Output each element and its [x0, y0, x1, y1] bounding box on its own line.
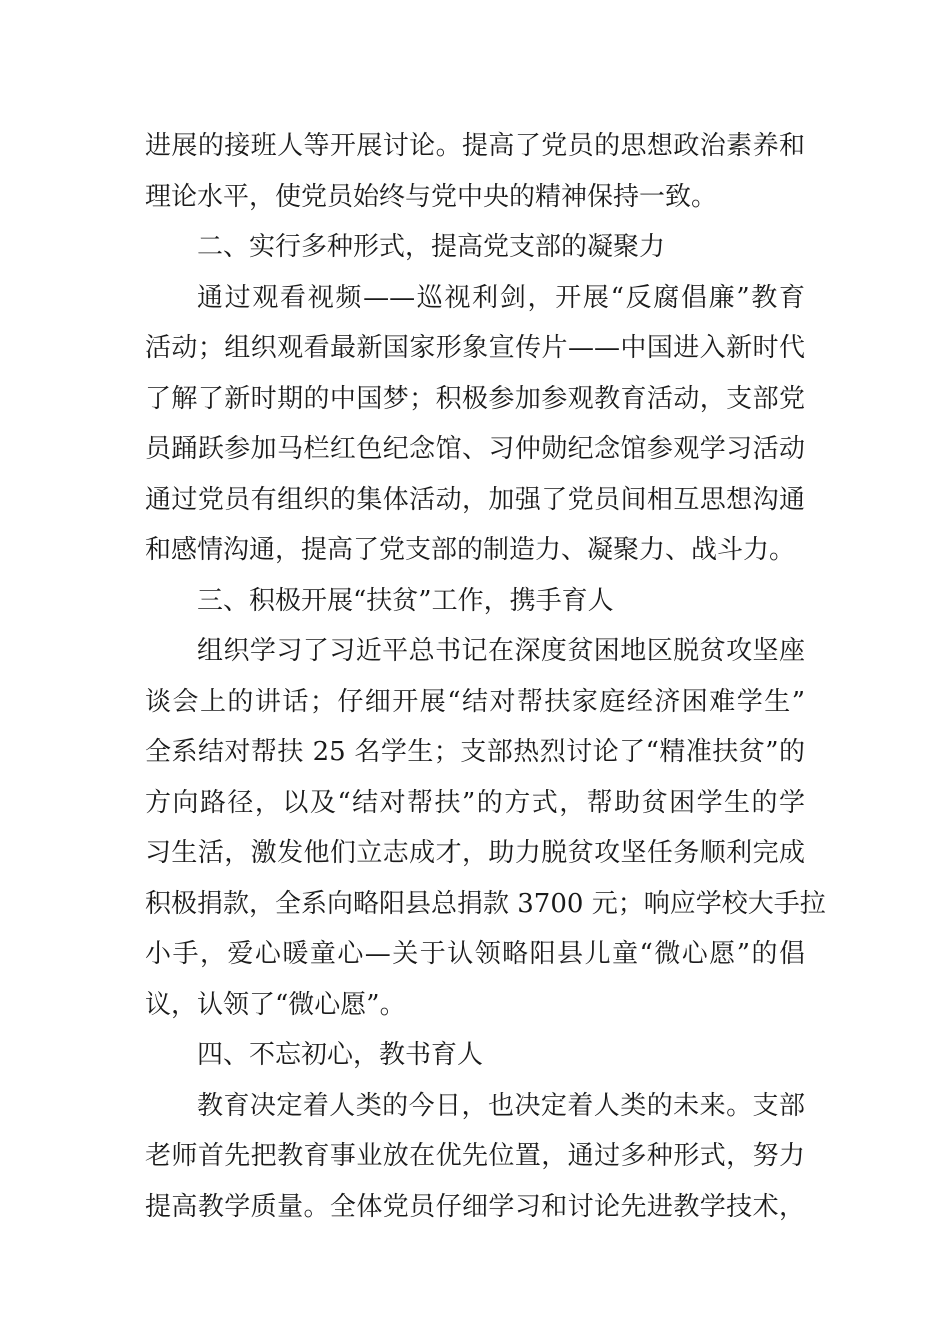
section-heading: 三、积极开展“扶贫”工作，携手育人 [197, 585, 614, 616]
text-line: 通过观看视频——巡视利剑，开展“反腐倡廉”教育 [197, 282, 805, 313]
text-line: 活动；组织观看最新国家形象宣传片——中国进入新时代 [145, 333, 805, 363]
text-line: 议，认领了“微心愿”。 [145, 989, 406, 1020]
text-line: 习生活，激发他们立志成才，助力脱贫攻坚任务顺利完成 [145, 838, 805, 868]
text-line: 提高教学质量。全体党员仔细学习和讨论先进教学技术， [145, 1191, 805, 1222]
section-heading: 二、实行多种形式，提高党支部的凝聚力 [197, 232, 666, 262]
text-line: 和感情沟通，提高了党支部的制造力、凝聚力、战斗力。 [145, 535, 796, 565]
text-line: 谈会上的讲话；仔细开展“结对帮扶家庭经济困难学生” [145, 686, 805, 717]
text-line: 员踊跃参加马栏红色纪念馆、习仲勋纪念馆参观学习活动 [145, 434, 805, 464]
text-line: 方向路径，以及“结对帮扶”的方式，帮助贫困学生的学 [145, 787, 805, 818]
text-line: 全系结对帮扶 25 名学生；支部热烈讨论了“精准扶贫”的 [145, 737, 805, 767]
text-line: 老师首先把教育事业放在优先位置，通过多种形式，努力 [145, 1141, 805, 1171]
document-body [145, 121, 826, 1232]
text-line: 理论水平，使党员始终与党中央的精神保持一致。 [145, 181, 718, 212]
section-heading: 四、不忘初心，教书育人 [197, 1040, 484, 1070]
text-line: 积极捐款，全系向略阳县总捐款 3700 元；响应学校大手拉 [145, 888, 826, 919]
text-line: 了解了新时期的中国梦；积极参加参观教育活动，支部党 [145, 383, 805, 414]
text-line: 组织学习了习近平总书记在深度贫困地区脱贫攻坚座 [197, 636, 805, 666]
text-line: 小手，爱心暖童心—关于认领略阳县儿童“微心愿”的倡 [145, 939, 805, 969]
text-line: 教育决定着人类的今日，也决定着人类的未来。支部 [197, 1090, 805, 1121]
text-line: 进展的接班人等开展讨论。提高了党员的思想政治素养和 [145, 131, 805, 161]
text-line: 通过党员有组织的集体活动，加强了党员间相互思想沟通 [145, 484, 805, 515]
